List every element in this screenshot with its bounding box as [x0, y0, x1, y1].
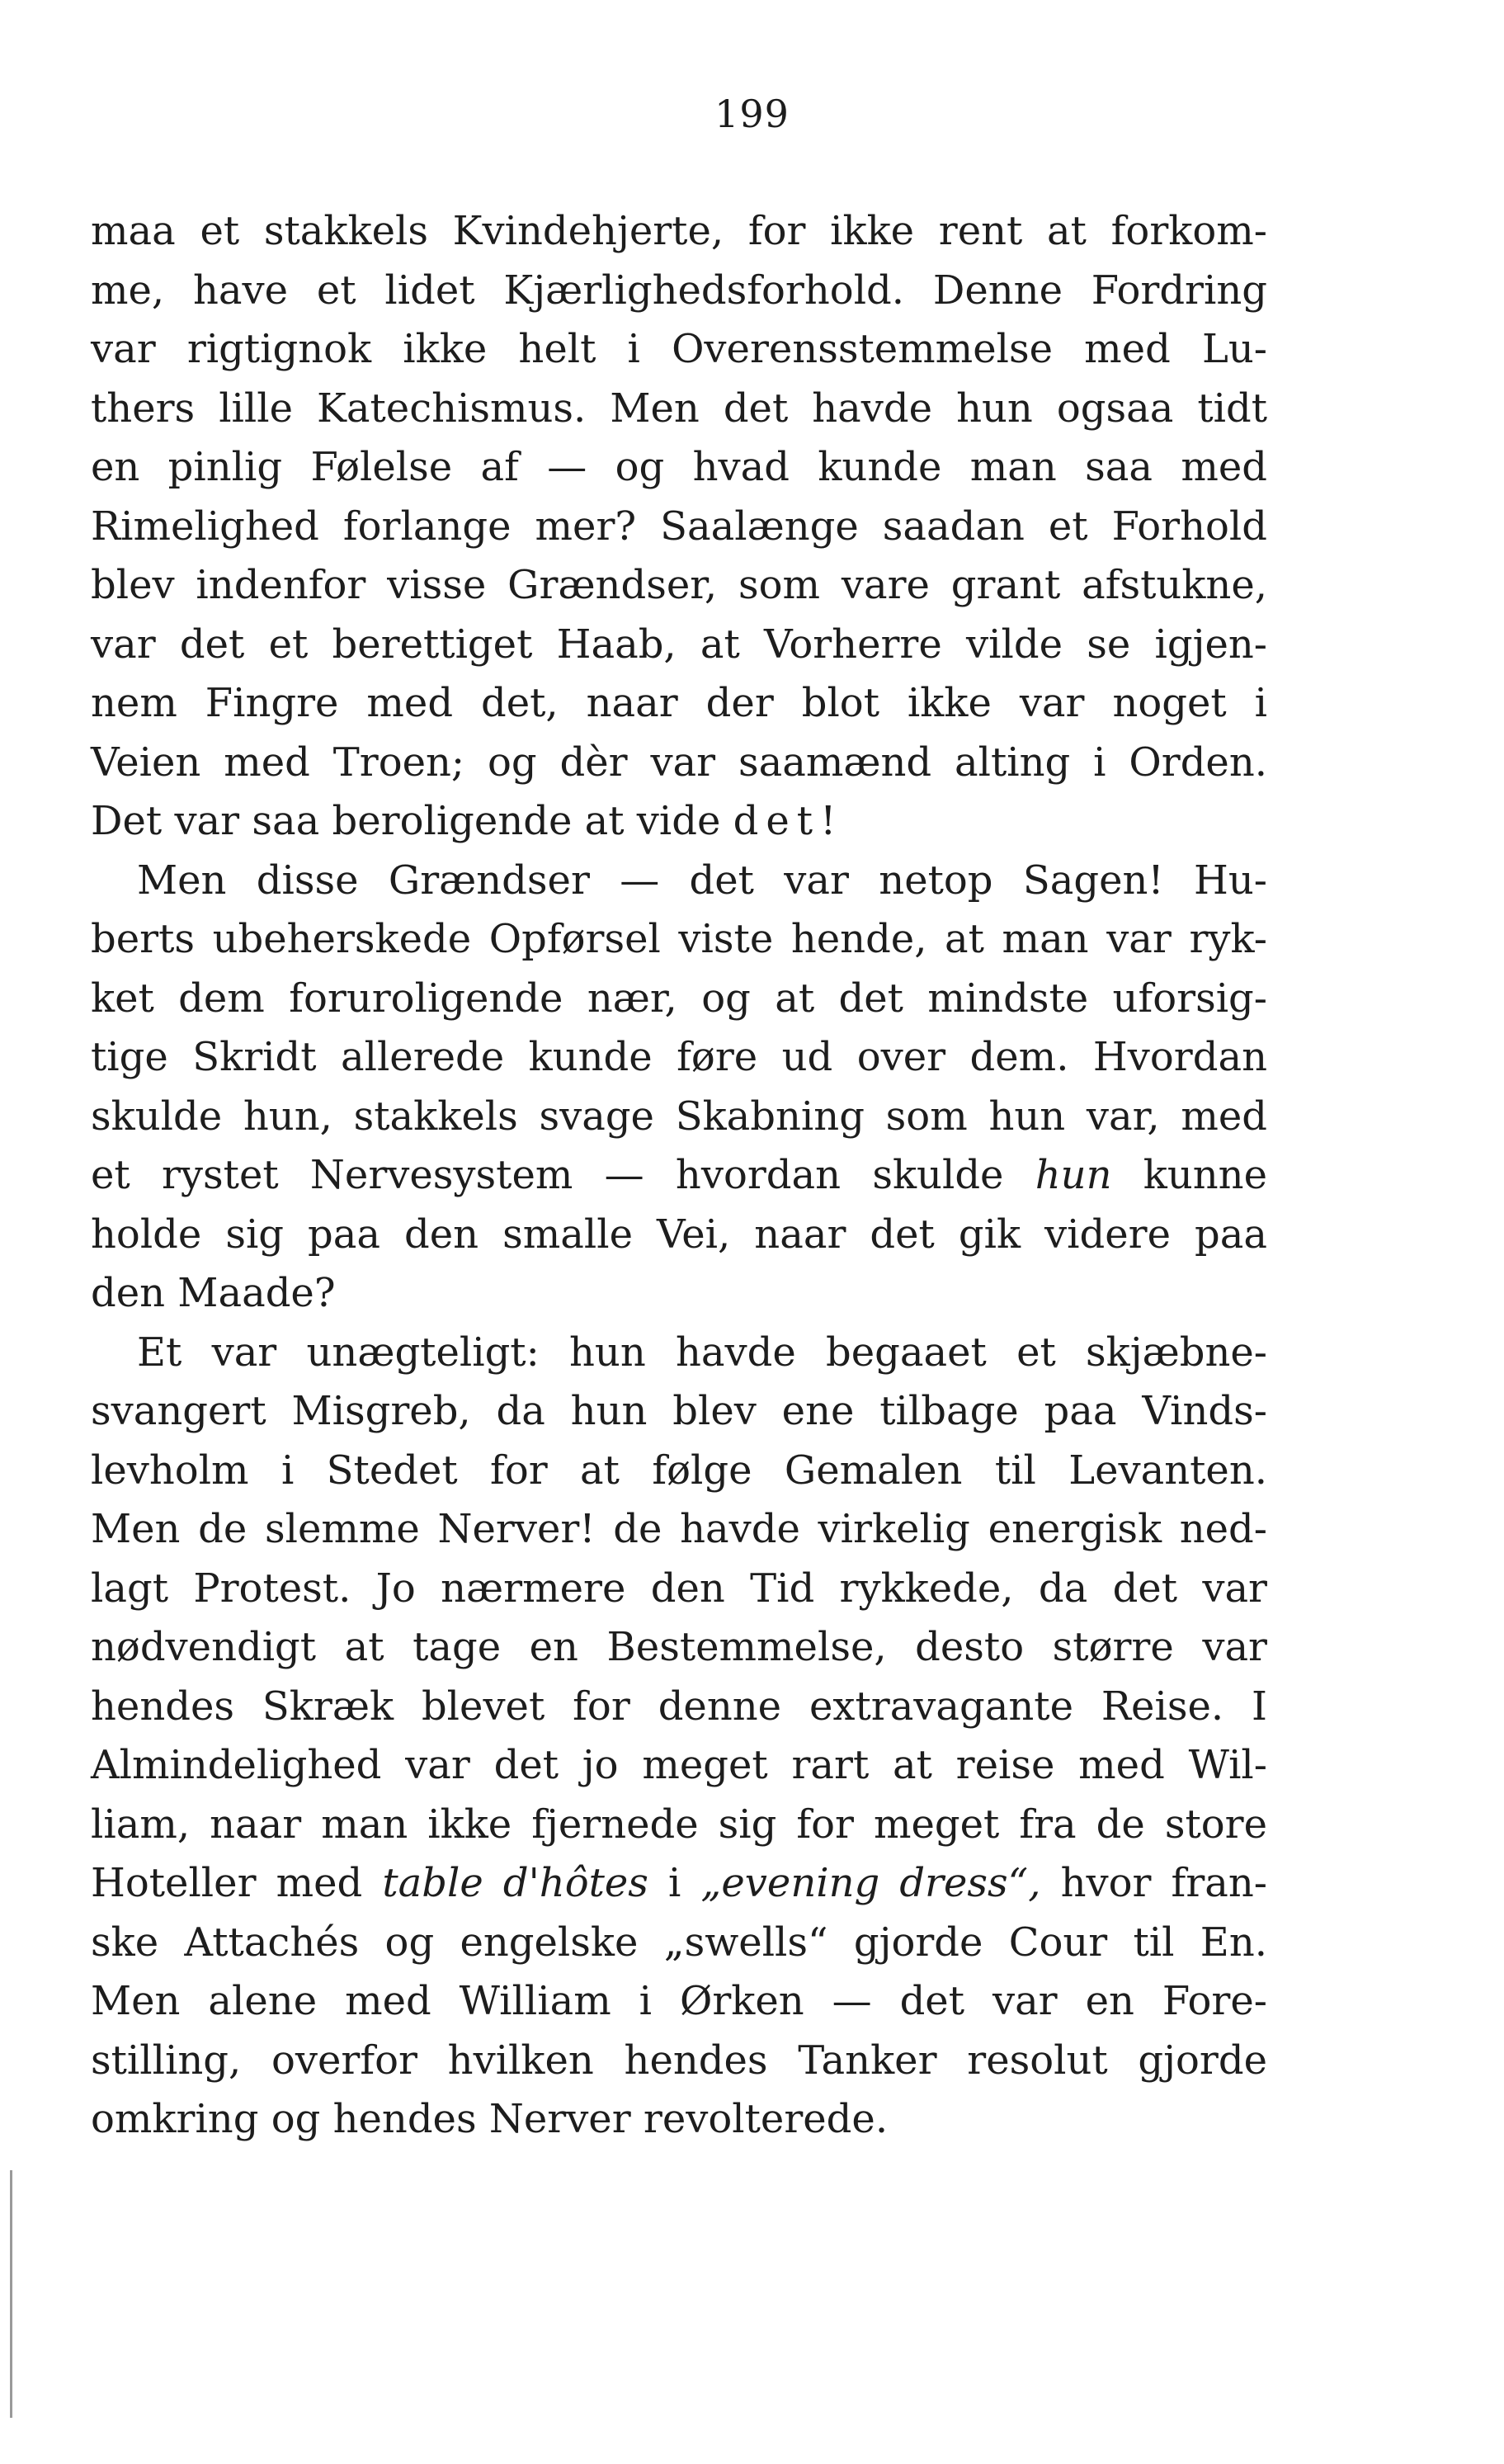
text-run: Det var saa beroligende at vide [91, 798, 721, 844]
text-run: hvor fran- [1060, 1860, 1268, 1906]
text-line: liam, naar man ikke fjernede sig for meget fra de store [91, 1801, 1267, 1848]
text-line: ske Attachés og engelske „swells“ gjorde Cour til En. [91, 1919, 1267, 1966]
paragraph-start-line: Et var unægteligt: hun havde begaaet et skjæbne- [137, 1329, 1267, 1376]
text-line: hendes Skræk blevet for denne extravagante Reise. I [91, 1683, 1267, 1730]
text-line: omkring og hendes Nerver revolterede. [91, 2096, 889, 2142]
text-line: me, have et lidet Kjærlighedsforhold. Denne Fordring [91, 267, 1267, 314]
text-line: stilling, overfor hvilken hendes Tanker resolut gjorde [91, 2037, 1267, 2084]
text-line [91, 1854, 1267, 1914]
text-line: Almindelighed var det jo meget rart at reise med Wil- [91, 1742, 1267, 1788]
text-line: svangert Misgreb, da hun blev ene tilbage paa Vinds- [91, 1388, 1267, 1434]
text-line: blev indenfor visse Grændser, som vare grant afstukne, [91, 562, 1267, 608]
text-line: thers lille Katechismus. Men det havde hun ogsaa tidt [91, 385, 1267, 432]
emphasized-word: det! [733, 798, 844, 844]
text-line: var rigtignok ikke helt i Overensstemmelse med Lu- [91, 326, 1267, 372]
text-run: Hoteller med [91, 1860, 363, 1906]
text-line [91, 1146, 1267, 1206]
text-run: kunne [1143, 1152, 1267, 1198]
scan-margin-line [10, 2170, 12, 2418]
text-line: Rimelighed forlange mer? Saalænge saadan et Forhold [91, 503, 1267, 550]
text-line: den Maade? [91, 1270, 336, 1316]
text-run: i [668, 1860, 681, 1906]
page-number: 199 [714, 92, 790, 136]
text-line: Men de slemme Nerver! de havde virkelig energisk ned- [91, 1506, 1267, 1552]
text-line: ket dem foruroligende nær, og at det mindste uforsig- [91, 975, 1267, 1022]
text-line: Men alene med William i Ørken — det var en Fore- [91, 1978, 1267, 2024]
text-line: lagt Protest. Jo nærmere den Tid rykkede, da det var [91, 1565, 1267, 1612]
text-line: skulde hun, stakkels svage Skabning som hun var, med [91, 1093, 1267, 1140]
text-line: var det et berettiget Haab, at Vorherre vilde se igjen- [91, 621, 1267, 668]
text-run: et rystet Nervesystem — hvordan skulde [91, 1152, 1004, 1198]
text-line [91, 792, 1267, 852]
text-line: holde sig paa den smalle Vei, naar det gik videre paa [91, 1211, 1267, 1258]
text-line: Veien med Troen; og dèr var saamænd alting i Orden. [91, 739, 1267, 786]
paragraph-start-line: Men disse Grændser — det var netop Sagen! Hu- [137, 857, 1267, 904]
text-line: nem Fingre med det, naar der blot ikke var noget i [91, 680, 1267, 726]
text-line: nødvendigt at tage en Bestemmelse, desto større var [91, 1624, 1267, 1670]
text-line: tige Skridt allerede kunde føre ud over dem. Hvordan [91, 1034, 1267, 1080]
text-line: levholm i Stedet for at følge Gemalen til Levanten. [91, 1447, 1267, 1494]
body-text [91, 202, 1267, 2150]
italic-word: hun [1035, 1152, 1112, 1198]
italic-phrase: „evening dress“, [700, 1860, 1041, 1906]
italic-phrase: table d'hôtes [382, 1860, 648, 1906]
text-line: maa et stakkels Kvindehjerte, for ikke rent at forkom- [91, 208, 1267, 254]
text-line: berts ubeherskede Opførsel viste hende, at man var ryk- [91, 916, 1267, 962]
text-line: en pinlig Følelse af — og hvad kunde man saa med [91, 444, 1267, 490]
